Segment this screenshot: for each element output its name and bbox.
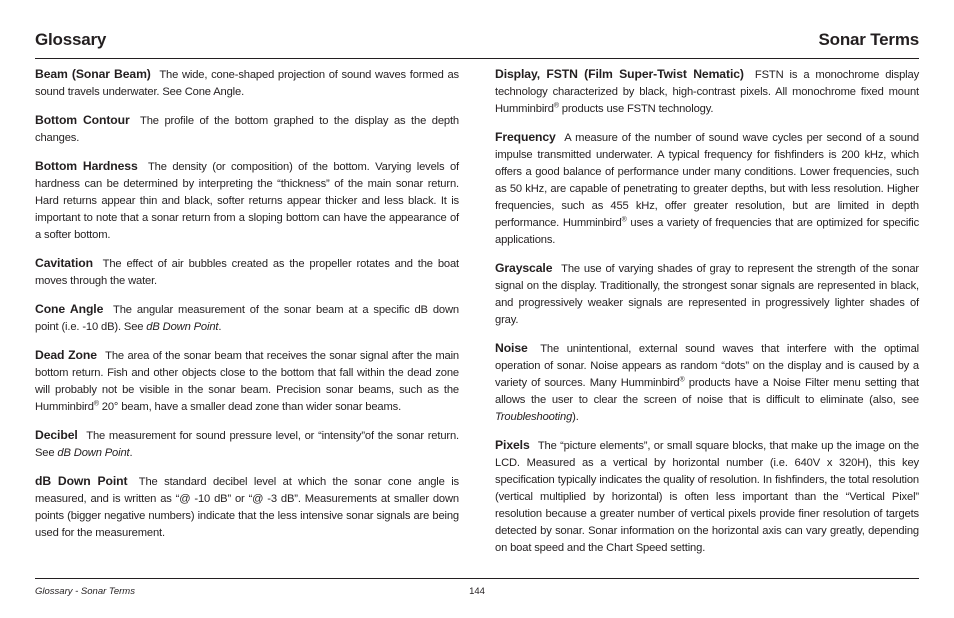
definition-bottom-contour: The profile of the bottom graphed to the display as the depth changes. (35, 115, 459, 144)
term-display-fstn: Display, FSTN (Film Super-Twist Nematic) (495, 67, 744, 81)
definition-pixels: The “picture elements”, or small square blocks, that make up the image on the LCD. Measured as a vertical by horizontal number (i.e. 640V x 320H), this key specification typically indicates the quality of resolution. In fishfinders, the total resolution (vertical multiplied by horizontal) is often less important than the “Vertical Pixel” resolution because a greater number of vertical pixels provide finer resolution of targets detected by sonar. Sonar information on the horizontal axis can vary greatly, depending on boat speed and the Chart Speed setting. (495, 440, 919, 554)
glossary-entry-beam (35, 66, 459, 101)
term-beam: Beam (Sonar Beam) (35, 67, 151, 81)
left-column (35, 66, 459, 553)
definition-noise: The unintentional, external sound waves that interfere with the optimal operation of sonar. Noise appears as random “dots” on the display and is caused by a variety of sources. Many Humminbird (495, 343, 919, 389)
definition-db-down-point: The standard decibel level at which the sonar cone angle is measured, and is written as “@ -10 dB” or “@ -3 dB”. Measurements at smaller down points (bigger negative numbers) indicate that the less intensive sonar signals are being used for the measurement. (35, 476, 459, 539)
right-column (495, 66, 919, 568)
term-dead-zone: Dead Zone (35, 348, 97, 362)
footer-section-label: Glossary - Sonar Terms (35, 586, 135, 597)
term-bottom-hardness: Bottom Hardness (35, 159, 138, 173)
definition-display-fstn: FSTN is a monochrome display technology characterized by black, high-contrast pixels. All monochrome fixed mount Humminbird (495, 69, 920, 115)
term-frequency: Frequency (495, 130, 556, 144)
term-db-down-point: dB Down Point (35, 474, 128, 488)
glossary-entry-bottom-contour (35, 112, 459, 147)
section-title-sonar-terms: Sonar Terms (818, 30, 919, 49)
glossary-entry-frequency (495, 129, 919, 249)
definition-cone-angle-end: . (218, 321, 222, 333)
glossary-entry-display-fstn (495, 66, 919, 118)
definition-cavitation: The effect of air bubbles created as the propeller rotates and the boat moves through the water. (35, 258, 459, 287)
glossary-entry-dead-zone (35, 347, 459, 416)
definition-dead-zone: The area of the sonar beam that receives the sonar signal after the main bottom return. Fish and other objects close to the bottom that fall within the dead zone will probably not be visible in the sonar beam. Precision sonar beams, such as the Humminbird (35, 350, 460, 413)
definition-bottom-hardness: The density (or composition) of the bottom. Varying levels of hardness can be determined by interpreting the “thickness” of the main sonar return. Hard returns appear thin and black, softer returns appear thicker and less black. It is important to note that a sonar return from a sloping bottom can have the appearance of a softer bottom. (35, 161, 459, 241)
page-title-glossary: Glossary (35, 30, 107, 49)
definition-cone-angle: The angular measurement of the sonar beam at a specific dB down point (i.e. -10 dB). See (35, 304, 459, 333)
glossary-entry-cone-angle (35, 301, 459, 336)
definition-grayscale: The use of varying shades of gray to represent the strength of the sonar signal on the display. Traditionally, the strongest sonar signals are represented in black, and progressively weaker signals are represented in progressively lighter shades of gray. (495, 263, 919, 326)
definition-decibel: The measurement for sound pressure level, or “intensity”of the sonar return. See (35, 430, 459, 459)
registered-mark: ® (93, 400, 99, 408)
registered-mark: ® (679, 376, 685, 384)
registered-mark: ® (621, 216, 627, 224)
term-grayscale: Grayscale (495, 261, 553, 275)
definition-frequency-end: uses a variety of frequencies that are optimized for specific applications. (495, 217, 920, 246)
definition-noise-middle: products have a Noise Filter menu setting that allows the user to clear the screen of noise that is difficult to eliminate (also, see (495, 377, 920, 406)
glossary-entry-db-down-point (35, 473, 459, 542)
glossary-entry-decibel (35, 427, 459, 462)
term-cavitation: Cavitation (35, 256, 93, 270)
term-noise: Noise (495, 341, 528, 355)
term-pixels: Pixels (495, 438, 530, 452)
glossary-entry-pixels (495, 437, 919, 557)
definition-noise-end: ). (572, 411, 579, 423)
definition-beam: The wide, cone-shaped projection of sound waves formed as sound travels underwater. See Cone Angle. (35, 69, 459, 98)
definition-decibel-end: . (129, 447, 133, 459)
glossary-entry-grayscale (495, 260, 919, 329)
term-bottom-contour: Bottom Contour (35, 113, 130, 127)
cross-reference-link[interactable]: Troubleshooting (495, 411, 573, 423)
glossary-entry-bottom-hardness (35, 158, 459, 244)
definition-display-fstn-end: products use FSTN technology. (558, 103, 714, 115)
term-cone-angle: Cone Angle (35, 302, 104, 316)
glossary-entry-noise (495, 340, 919, 426)
page-number: 144 (469, 586, 485, 597)
definition-dead-zone-end: 20° beam, have a smaller dead zone than wider sonar beams. (98, 401, 402, 413)
cross-reference-link[interactable]: dB Down Point (146, 321, 219, 333)
header-divider (35, 58, 919, 59)
glossary-entry-cavitation (35, 255, 459, 290)
definition-frequency: A measure of the number of sound wave cycles per second of a sound impulse transmitted underwater. A typical frequency for fishfinders is 200 kHz, which offers a good balance of performance under many conditions. Lower frequencies, such as 50 kHz, are capable of penetrating to greater depths, but with less resolution. Higher frequencies, such as 455 kHz, offer greater resolution, but are limited in depth performance. Humminbird (495, 132, 920, 229)
registered-mark: ® (553, 102, 559, 110)
footer-divider (35, 578, 919, 579)
term-decibel: Decibel (35, 428, 78, 442)
cross-reference-link[interactable]: dB Down Point (57, 447, 130, 459)
